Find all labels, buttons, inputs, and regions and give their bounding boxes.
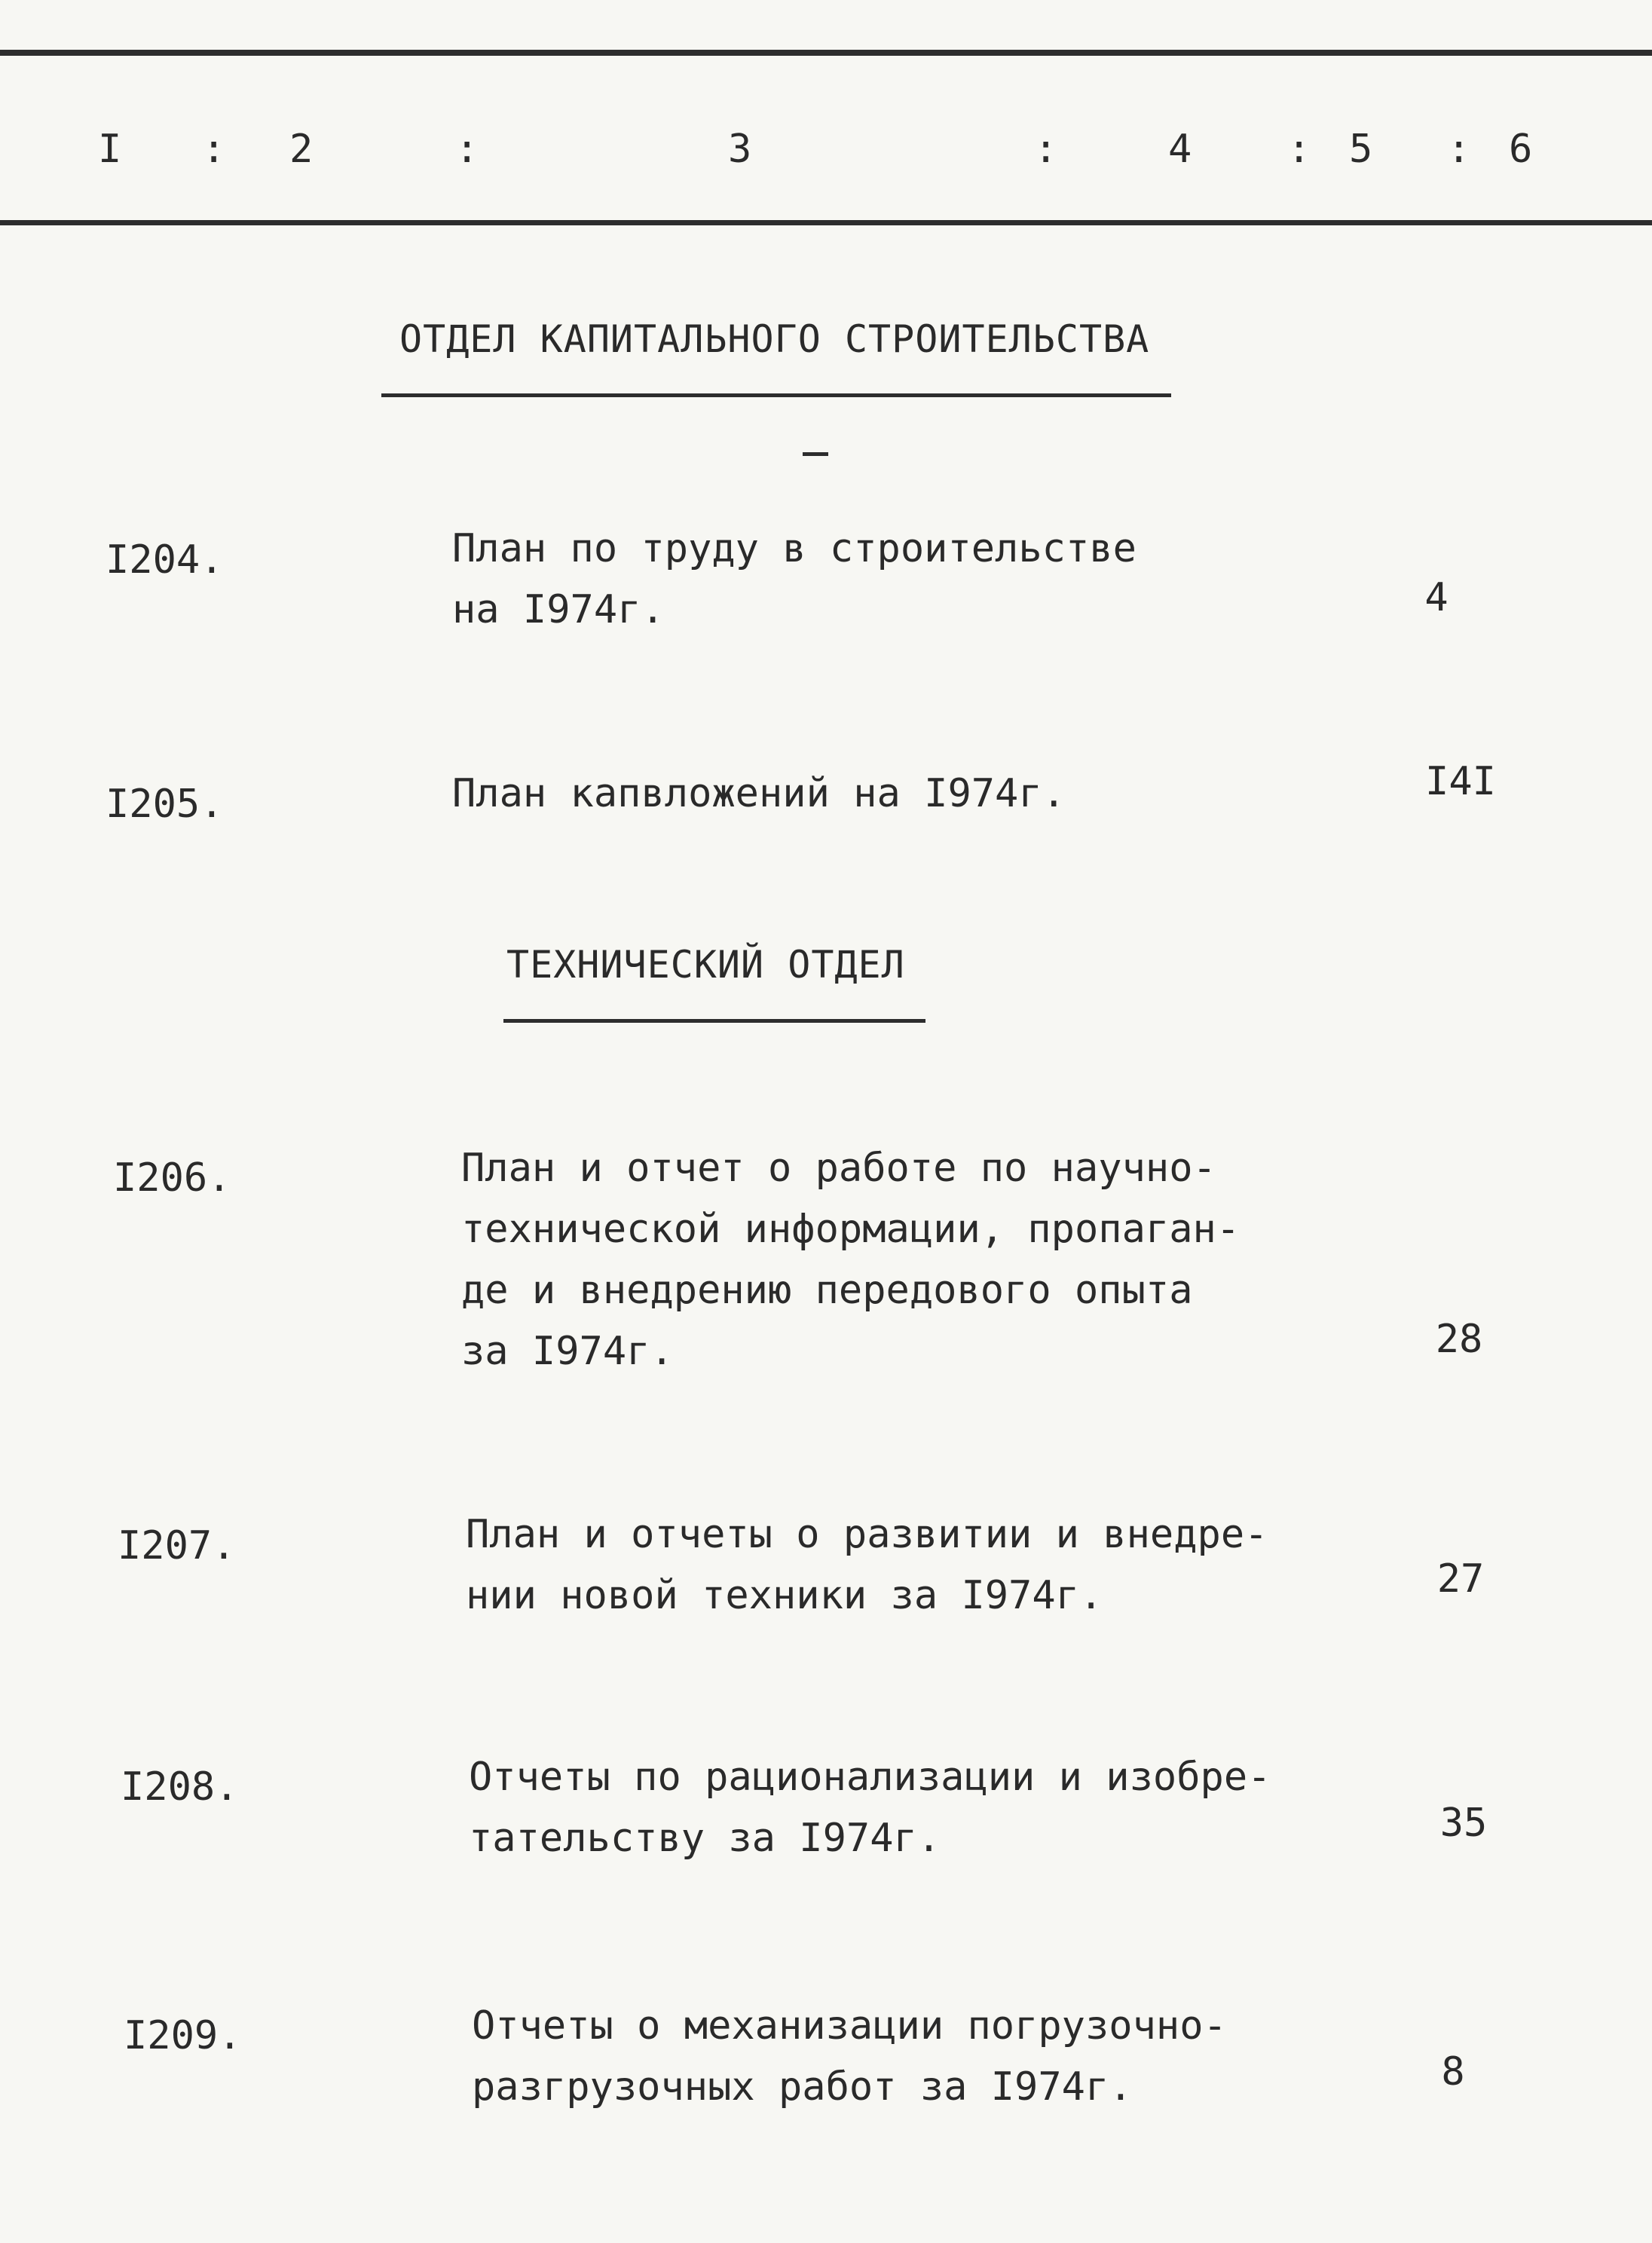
section-title-capital-construction: ОТДЕЛ КАПИТАЛЬНОГО СТРОИТЕЛЬСТВА <box>399 317 1150 361</box>
row-1207-line-1: План и отчеты о развитии и внедре- <box>466 1512 1268 1557</box>
row-number-1206: I206. <box>113 1155 231 1201</box>
row-count-1205: I4I <box>1425 759 1496 804</box>
header-bottom-rule <box>0 220 1652 225</box>
header-col-1: I <box>98 127 122 172</box>
header-col-5: 5 <box>1349 127 1373 172</box>
row-number-1205: I205. <box>106 782 224 827</box>
row-count-1207: 27 <box>1436 1556 1485 1602</box>
row-1208-line-2: тательству за I974г. <box>469 1816 941 1861</box>
row-description-1206 <box>461 1138 1328 1382</box>
row-1206-line-3: де и внедрению передового опыта <box>461 1268 1193 1313</box>
row-number-1208: I208. <box>121 1764 239 1810</box>
row-description-1207 <box>466 1504 1332 1626</box>
row-1208-line-1: Отчеты по рационализации и изобре- <box>469 1755 1271 1800</box>
row-1204-line-1: План по труду в строительстве <box>452 526 1137 571</box>
row-number-1209: I209. <box>124 2013 242 2058</box>
row-1209-line-2: разгрузочных работ за I974г. <box>472 2064 1133 2110</box>
row-number-1204: I204. <box>106 537 224 583</box>
header-sep-2: : <box>455 127 479 172</box>
row-1205-line-1: План капвложений на I974г. <box>452 771 1066 816</box>
row-count-1208: 35 <box>1439 1801 1488 1846</box>
row-count-1206: 28 <box>1435 1317 1483 1362</box>
row-number-1207: I207. <box>118 1523 236 1568</box>
section-underline-capital-construction <box>381 393 1171 397</box>
header-col-6: 6 <box>1509 127 1533 172</box>
row-description-1204 <box>452 519 1319 641</box>
section-underline-technical-department <box>503 1019 925 1023</box>
header-col-4: 4 <box>1168 127 1192 172</box>
header-col-3: 3 <box>728 127 752 172</box>
row-description-1208 <box>469 1747 1335 1869</box>
header-sep-5: : <box>1447 127 1471 172</box>
row-description-1205 <box>452 763 1319 825</box>
row-count-1209: 8 <box>1441 2049 1465 2095</box>
section-title-technical-department: ТЕХНИЧЕСКИЙ ОТДЕЛ <box>506 943 905 987</box>
row-1209-line-1: Отчеты о механизации погрузочно- <box>472 2003 1227 2049</box>
row-1206-line-1: План и отчет о работе по научно- <box>461 1146 1216 1191</box>
header-top-rule <box>0 50 1652 56</box>
row-1206-line-2: технической информации, пропаган- <box>461 1207 1241 1252</box>
row-count-1204: 4 <box>1424 575 1449 620</box>
row-1207-line-2: нии новой техники за I974г. <box>466 1573 1103 1618</box>
section-dash <box>803 452 828 456</box>
row-description-1209 <box>472 1996 1338 2118</box>
header-sep-4: : <box>1287 127 1311 172</box>
row-1206-line-4: за I974г. <box>461 1329 674 1374</box>
row-1204-line-2: на I974г. <box>452 587 665 632</box>
header-sep-1: : <box>202 127 226 172</box>
header-sep-3: : <box>1034 127 1058 172</box>
header-col-2: 2 <box>289 127 314 172</box>
